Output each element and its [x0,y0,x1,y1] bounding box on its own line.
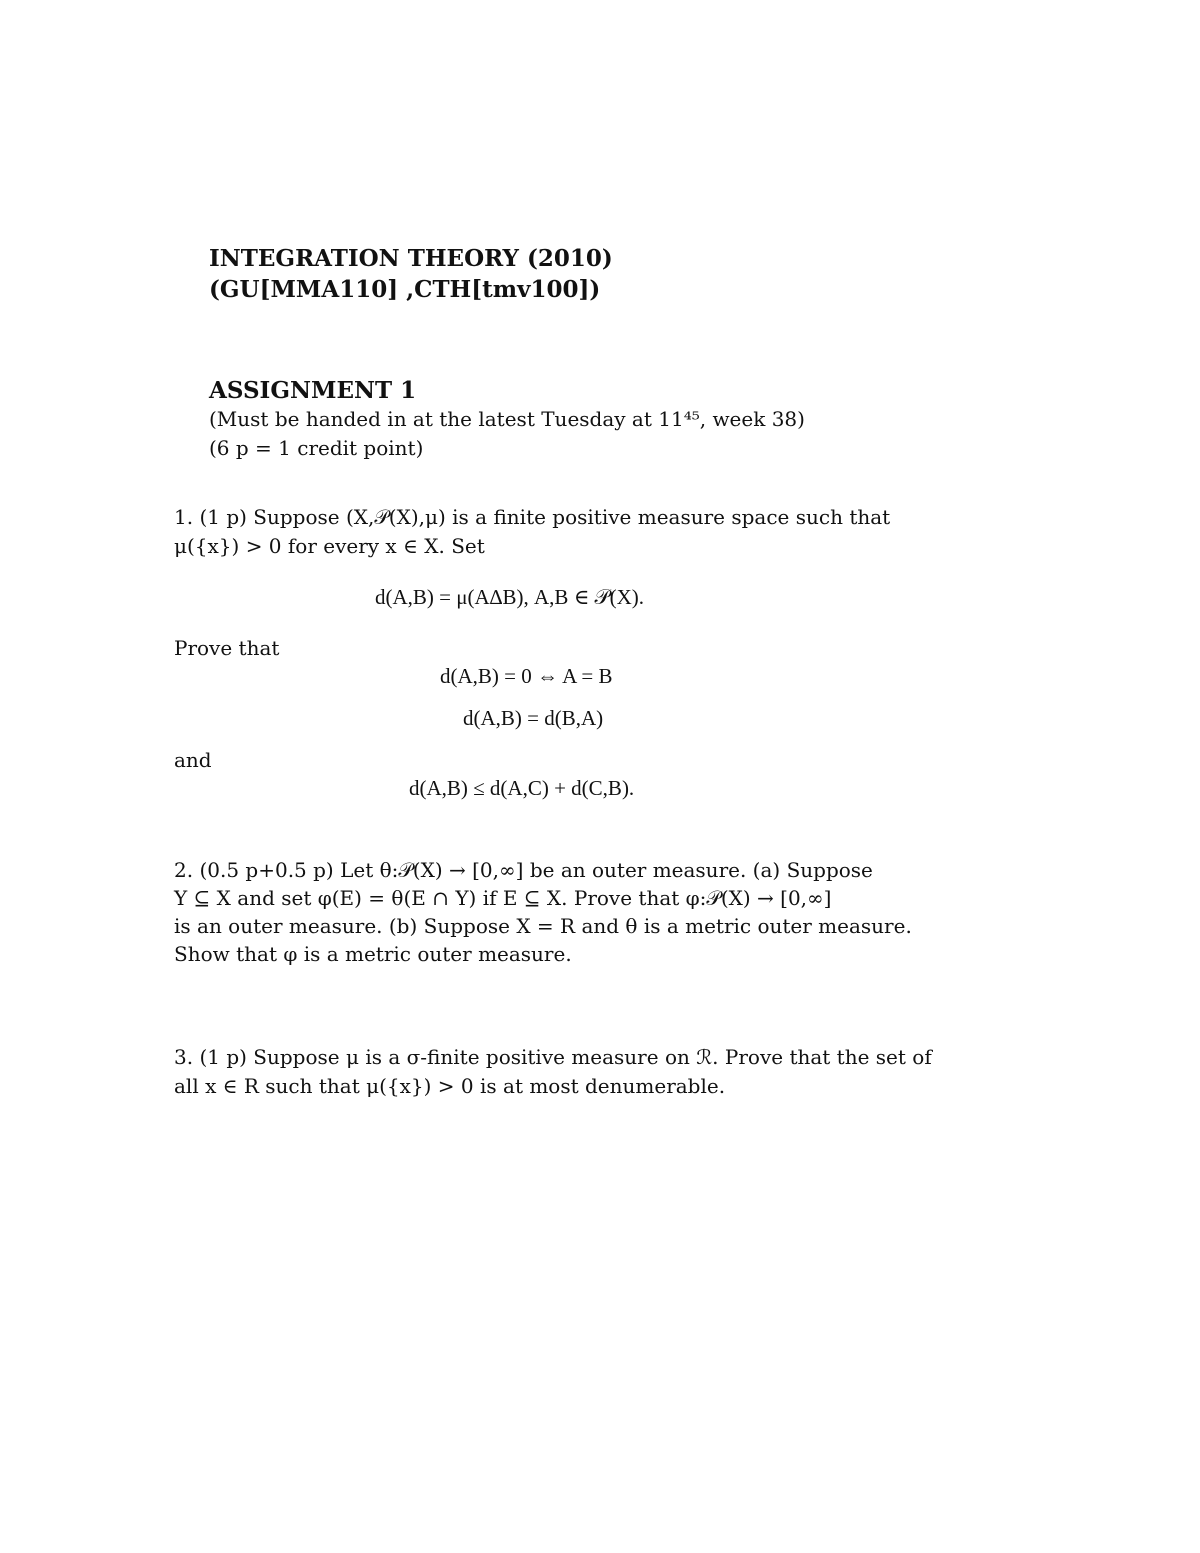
credit-line: (6 p = 1 credit point) [209,436,424,460]
problem-1-prove-that: Prove that [174,636,280,660]
problem-2-line-1: 2. (0.5 p+0.5 p) Let θ:𝒫(X) → [0,∞] be an outer measure. (a) Suppose [174,858,873,882]
problem-1-and: and [174,748,212,772]
problem-1-equation-zero: d(A,B) = 0 ⇔ A = B [440,664,613,688]
problem-2-line-4: Show that φ is a metric outer measure. [174,942,572,966]
problem-3-line-1: 3. (1 p) Suppose μ is a σ-finite positive measure on ℛ. Prove that the set of [174,1045,932,1069]
deadline-line: (Must be handed in at the latest Tuesday at 11⁴⁵, week 38) [209,407,805,431]
assignment-heading: ASSIGNMENT 1 [209,377,417,404]
problem-2-line-2: Y ⊆ X and set φ(E) = θ(E ∩ Y) if E ⊆ X. Prove that φ:𝒫(X) → [0,∞] [174,886,832,910]
course-codes: (GU[MMA110] ,CTH[tmv100]) [209,276,601,303]
course-title: INTEGRATION THEORY (2010) [209,245,613,272]
problem-2-line-3: is an outer measure. (b) Suppose X = R and θ is a metric outer measure. [174,914,912,938]
problem-1-line-1: 1. (1 p) Suppose (X,𝒫(X),μ) is a finite positive measure space such that [174,505,891,529]
problem-1-equation-symmetry: d(A,B) = d(B,A) [463,706,604,730]
problem-3-line-2: all x ∈ R such that μ({x}) > 0 is at most denumerable. [174,1074,726,1098]
problem-1-equation-metric: d(A,B) = μ(A∆B), A,B ∈ 𝒫(X). [375,585,645,609]
problem-1-line-2: μ({x}) > 0 for every x ∈ X. Set [174,534,485,558]
problem-1-equation-triangle: d(A,B) ≤ d(A,C) + d(C,B). [409,776,635,800]
